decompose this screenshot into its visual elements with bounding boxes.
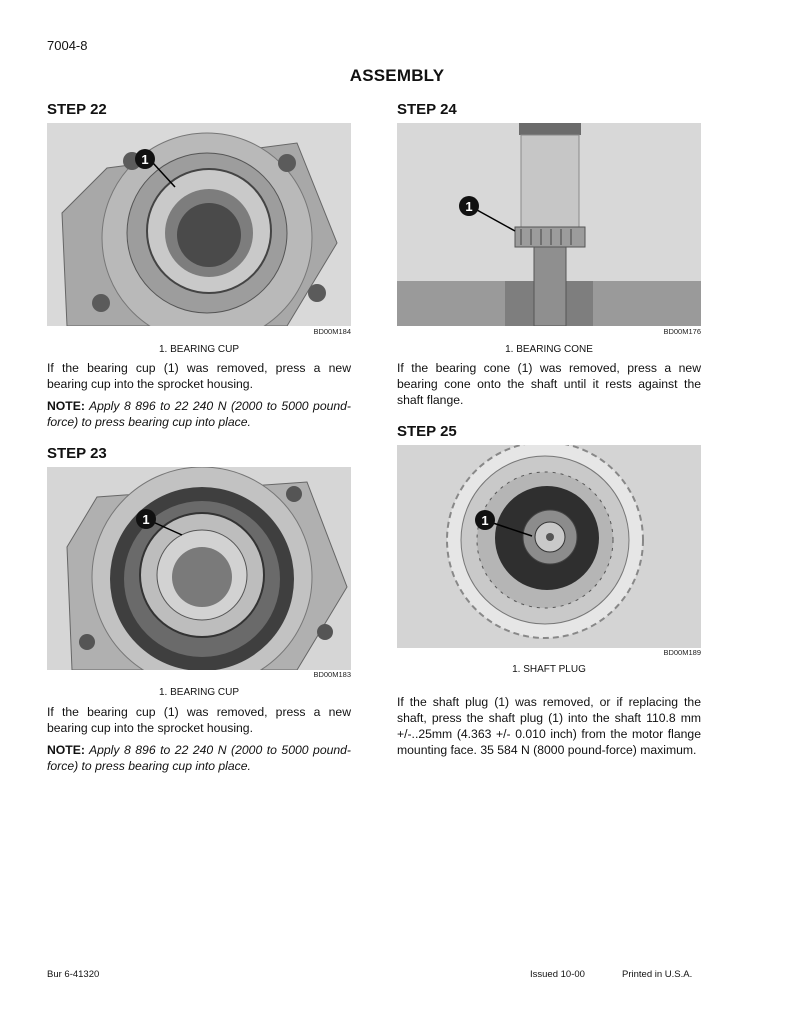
step-22-photo <box>47 123 351 326</box>
step-25-figure-code: BD00M189 <box>663 648 701 657</box>
step-23-callout: 1 <box>142 512 150 527</box>
bearing-cone-shaft-image <box>397 123 701 326</box>
step-23-title: STEP 23 <box>47 445 107 462</box>
step-23-figure-code: BD00M183 <box>313 670 351 679</box>
step-22-text: If the bearing cup (1) was removed, press a new bearing cup into the sprocket housing. <box>47 361 351 391</box>
step-22-note-label: NOTE: <box>47 399 85 413</box>
step-23-note-label: NOTE: <box>47 743 85 757</box>
step-22-caption: 1. BEARING CUP <box>158 344 240 355</box>
step-25-caption: 1. SHAFT PLUG <box>512 664 586 675</box>
step-24-figure-code: BD00M176 <box>663 327 701 336</box>
footer-doc-number: Bur 6-41320 <box>47 969 100 980</box>
footer-issued: Issued 10-00 <box>530 969 585 980</box>
step-22-figure-code: BD00M184 <box>313 327 351 336</box>
step-23-photo <box>47 467 351 670</box>
step-25-photo <box>397 445 701 648</box>
bearing-cup-housing-image <box>47 123 351 326</box>
step-24-title: STEP 24 <box>397 101 457 118</box>
step-23-caption: 1. BEARING CUP <box>158 687 240 698</box>
step-22-title: STEP 22 <box>47 101 107 118</box>
step-22-callout: 1 <box>141 152 149 167</box>
step-25-callout: 1 <box>481 513 489 528</box>
step-24-caption: 1. BEARING CONE <box>505 344 593 355</box>
step-23-text: If the bearing cup (1) was removed, press a new bearing cup into the sprocket housing. <box>47 705 351 735</box>
step-22-note-text: Apply 8 896 to 22 240 N (2000 to 5000 pound- force) to press bearing cup into place. <box>47 399 351 429</box>
section-title: ASSEMBLY <box>349 66 445 85</box>
step-25-title: STEP 25 <box>397 423 457 440</box>
bearing-cup-housing-inner-image <box>47 467 351 670</box>
step-24-text: If the bearing cone (1) was removed, press a new bearing cone onto the shaft until it rests against the shaft flange. <box>397 361 701 407</box>
step-24-callout: 1 <box>465 199 473 214</box>
step-23-note <box>47 742 351 774</box>
step-23-note-text: Apply 8 896 to 22 240 N (2000 to 5000 pound-force) to press bearing cup into place. <box>47 743 351 773</box>
page-number: 7004-8 <box>47 38 88 53</box>
step-22-note <box>47 398 351 430</box>
step-25-text: If the shaft plug (1) was removed, or if replacing the shaft, press the shaft plug (1) into the shaft 110.8 mm +/-..25mm (4.363 +/- 0.010 inch) from the motor flange mounting face. 35 584 N (8000 pound-force) maximum. <box>397 695 701 757</box>
footer-printed: Printed in U.S.A. <box>622 969 693 980</box>
shaft-plug-image <box>397 445 701 648</box>
step-24-photo <box>397 123 701 326</box>
